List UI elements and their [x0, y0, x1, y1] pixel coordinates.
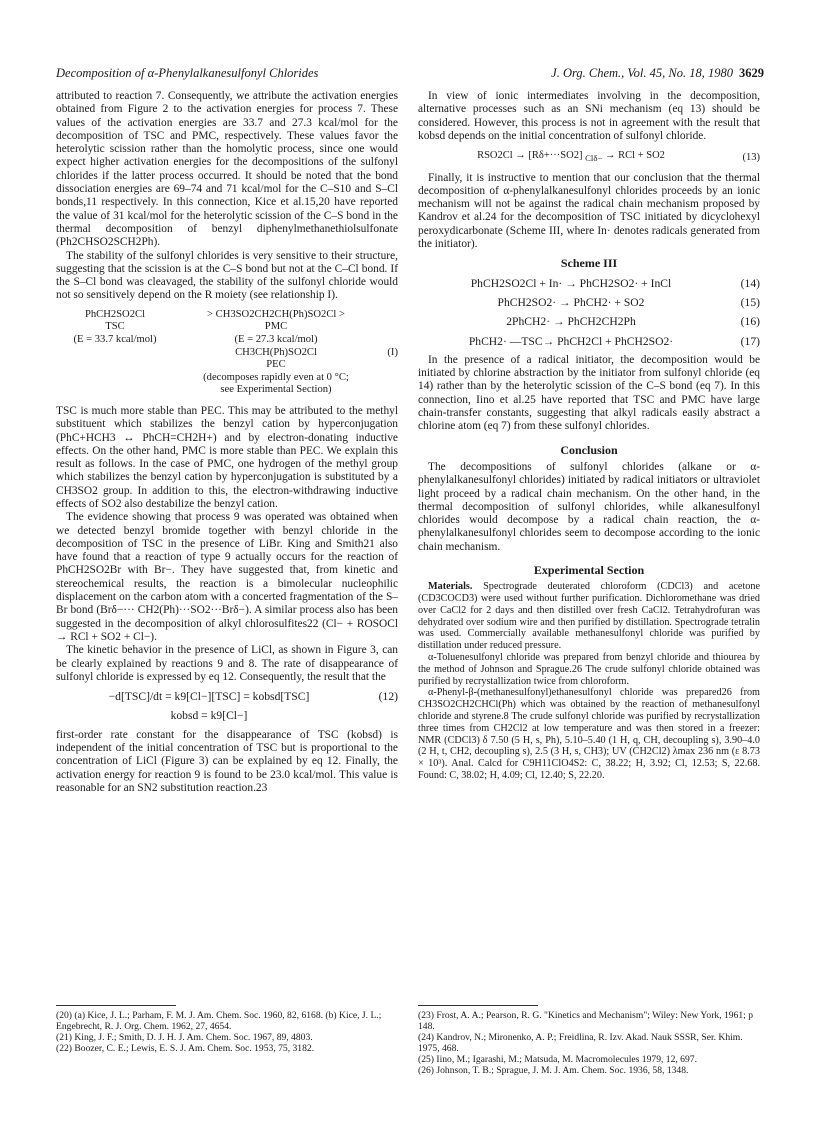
rel-cell: see Experimental Section): [220, 384, 332, 396]
paragraph: The kinetic behavior in the presence of LiCl, as shown in Figure 3, can be clearly explained by reactions 9 and 8. The rate of disappearance of sulfonyl chloride is expressed by eq 12. Consequently, the result that the: [56, 644, 398, 683]
equation-13: [418, 149, 760, 165]
equation-kobsd: [56, 709, 398, 722]
footnotes-right: [418, 1005, 760, 1076]
eq13-chloride: Clδ−: [585, 153, 603, 164]
equation-expression: −d[TSC]/dt = k9[Cl−][TSC] = kobsd[TSC]: [108, 690, 310, 704]
equation-15: [418, 296, 760, 309]
journal-citation: [551, 66, 764, 81]
footnote-rule: [56, 1005, 176, 1006]
reference: (23) Frost, A. A.; Pearson, R. G. "Kinetics and Mechanism"; Wiley: New York, 1961; p 148.: [418, 1010, 754, 1032]
section-title-conclusion: Conclusion: [560, 442, 618, 457]
reference: (25) Iino, M.; Igarashi, M.; Matsuda, M. Macromolecules 1979, 12, 697.: [418, 1054, 697, 1065]
rel-cell: (decomposes rapidly even at 0 °C;: [203, 371, 349, 383]
rel-cell: PEC: [266, 359, 286, 371]
eq13-products: RCl + SO2: [618, 150, 665, 162]
equation-expression: kobsd = k9[Cl−]: [170, 709, 248, 723]
arrow-icon: →: [515, 150, 529, 162]
rel-cell: CH3CH(Ph)SO2Cl: [235, 346, 317, 358]
reference: (21) King, J. F.; Smith, D. J. H. J. Am. Chem. Soc. 1967, 89, 4803.: [56, 1032, 313, 1043]
right-column: [418, 90, 760, 782]
eq13-intermediate: [Rδ+···SO2]: [528, 150, 583, 162]
experimental-text: [418, 581, 760, 782]
arrow-icon: →: [605, 150, 619, 162]
paragraph: TSC is much more stable than PEC. This may be attributed to the methyl substituent which stabilizes the benzyl cation by hyperconjugation (PhC+HCH3 ↔ PhCH=CH2H+) and by electron-donating inductive effects. On the other hand, PMC is more stable than PEC. We explain this result as follows. In the case of PMC, one hydrogen of the methyl group which stabilizes the benzyl cation by hyperconjugation is substituted by a CH3SO2 group. In addition to this, the electron-withdrawing inductive effects of SO2 also destabilize the benzyl cation.: [56, 404, 398, 510]
reference: (26) Johnson, T. B.; Sprague, J. M. J. Am. Chem. Soc. 1936, 58, 1348.: [418, 1065, 689, 1076]
equation-number: (13): [742, 151, 760, 163]
section-title-experimental: Experimental Section: [533, 563, 645, 577]
reference: (24) Kandrov, N.; Mironenko, A. P.; Freidlina, R. Izv. Akad. Nauk SSSR, Ser. Khim. 1975, 468.: [418, 1032, 743, 1054]
footnotes-left: [56, 1005, 398, 1054]
rel-cell: > CH3SO2CH2CH(Ph)SO2Cl >: [207, 308, 345, 320]
equation-number: (14): [740, 276, 760, 290]
equation-expression: PhCH2SO2· → PhCH2· + SO2: [497, 295, 645, 309]
rel-cell: PhCH2SO2Cl: [84, 308, 146, 320]
equation-number: (16): [740, 315, 760, 329]
equation-14: [418, 277, 760, 290]
left-column: [56, 90, 398, 795]
rel-cell: (E = 33.7 kcal/mol): [73, 333, 157, 345]
equation-16: [418, 315, 760, 328]
equation-number: (17): [740, 334, 760, 348]
runin-heading: Materials.: [428, 581, 473, 593]
running-header: [56, 66, 764, 82]
paragraph: first-order rate constant for the disappearance of TSC (kobsd) is independent of the initial concentration of TSC but is proportional to the concentration of LiCl (Figure 3) can be explained by eq 12. Finally, the activation energy for reaction 9 is found to be 23.0 kcal/mol. This value is reasonable for an SN2 substitution reaction.23: [56, 728, 398, 794]
equation-number: (15): [740, 295, 760, 309]
rel-cell: (E = 27.3 kcal/mol): [234, 333, 318, 345]
equation-number: (12): [378, 690, 398, 704]
scheme-title: Scheme III: [560, 256, 618, 271]
paragraph: The stability of the sulfonyl chlorides is very sensitive to their structure, suggesting that the scission is at the C–S bond but not at the C–Cl bond. If the S–Cl bond was cleavaged, the stability of the sulfonyl chloride would not so sensitively depend on the R moiety (see relationship I).: [56, 249, 398, 302]
journal-name: J. Org. Chem., Vol. 45, No. 18, 1980: [551, 66, 733, 80]
paragraph: α-Toluenesulfonyl chloride was prepared from benzyl chloride and thiourea by the method of Johnson and Sprague.26 The crude sulfonyl chloride obtained was purified by recrystallization twice from chloroform.: [418, 652, 760, 687]
paragraph: In view of ionic intermediates involving in the decomposition, alternative processes such as an SNi mechanism (eq 13) should be considered. However, this process is not in agreement with the result that kobsd depends on the initial concentration of sulfonyl chloride.: [418, 90, 760, 142]
equation-12: [56, 690, 398, 703]
footnote-rule: [418, 1005, 538, 1006]
paragraph: The evidence showing that process 9 was operated was obtained when we detected benzyl bromide together with benzyl chloride in the decomposition of TSC in the presence of LiBr. King and Smith21 also have found that a reaction of type 9 actually occurs for the reaction of PhCH2SO2Br with Br−. They have suggested that, from kinetic and stereochemical results, the reaction is a bimolecular nucleophilic displacement on the carbon atom with a concerted fragmentation of the S–Br bond (Brδ−··· CH2(Ph)···SO2···Brδ−). A similar process also has been suggested in the decomposition of alkyl chlorosulfites22 (Cl− + ROSOCl → RCl + SO2 + Cl−).: [56, 511, 398, 643]
equation-expression: PhCH2· —TSC→ PhCH2Cl + PhCH2SO2·: [468, 334, 674, 348]
rel-cell: TSC: [105, 321, 125, 333]
rel-label: (I): [387, 346, 398, 358]
rel-cell: PMC: [264, 321, 288, 333]
relationship-I: [56, 309, 398, 397]
paragraph: α-Phenyl-β-(methanesulfonyl)ethanesulfonyl chloride was prepared26 from CH3SO2CH2CHCl(Ph) which was obtained by the reaction of methanesulfonyl chloride and styrene.8 The crude sulfonyl chloride was purified by recrystallization three times from CH2Cl2 at low temperature and was then stored in a freezer: NMR (CDCl3) δ 7.50 (5 H, s, Ph), 5.10–5.40 (1 H, q, CH, decoupling s), 3.90–4.0 (2 H, t, CH2, decoupling s), 2.5 (3 H, s, CH3); UV (CH2Cl2) λmax 236 nm (ε 8.73 × 10³). Anal. Calcd for C9H11ClO4S2: C, 38.22; H, 3.92; Cl, 12.53; S, 22.68. Found: C, 38.02; H, 4.09; Cl, 12.40; S, 22.20.: [418, 687, 760, 782]
equation-expression: 2PhCH2· → PhCH2CH2Ph: [506, 315, 636, 329]
eq13-reactant: RSO2Cl: [477, 150, 513, 162]
paragraph-text: Spectrograde deuterated chloroform (CDCl3) and acetone (CD3COCD3) were used without further purification. Dichloromethane was dried over CaCl2 for 2 days and then distilled over fresh CaCl2. Tetrahydrofuran was dehydrated over sodium wire and then purified by distillation. Spectrograde tetralin was used. Commercially available methanesulfonyl chloride was purified by distillation under reduced pressure.: [418, 581, 760, 652]
paragraph: Finally, it is instructive to mention that our conclusion that the thermal decomposition of α-phenylalkanesulfonyl chlorides proceeds by an ionic mechanism will not be against the radical chain mechanism proposed by Kandrov et al.24 for the decomposition of TSC initiated by dicyclohexyl peroxydicarbonate (Scheme III, where In· denotes radicals generated from the initiator).: [418, 171, 760, 251]
equation-17: [418, 335, 760, 348]
running-title: Decomposition of α-Phenylalkanesulfonyl Chlorides: [56, 66, 319, 80]
page-number: 3629: [739, 66, 764, 80]
reference: (20) (a) Kice, J. L.; Parham, F. M. J. Am. Chem. Soc. 1960, 82, 6168. (b) Kice, J. L.; Engebrecht, R. J. Org. Chem. 1962, 27, 4654.: [56, 1010, 382, 1032]
paragraph: attributed to reaction 7. Consequently, we attribute the activation energies obtained from Figure 2 to the activation energies for process 7. These values of the activation energies are 33.7 and 27.3 kcal/mol for the decomposition of TSC and PMC, respectively. These values favor the heterolytic scission rather than the homolytic process, since one would expect higher activation energies for the decompositions of the sulfonyl chlorides if the latter process occurred. It should be noted that the bond dissociation energies are 69–74 and 71 kcal/mol for the C–S10 and S–Cl bonds,11 respectively. In this connection, Kice et al.15,20 have reported the value of 31 kcal/mol for the heterolytic scission of the C–S bond in the thermal decomposition of benzyl diphenylmethanethiolsulfonate (Ph2CHSO2SCH2Ph).: [56, 90, 398, 249]
paragraph: In the presence of a radical initiator, the decomposition would be initiated by chlorine abstraction by the initiator from sulfonyl chloride (eq 14) rather than by the heterolytic scission of the C–S bond (eq 7). In this connection, Iino et al.25 have reported that TSC and PMC have large chain-transfer constants, suggesting that alkyl radicals easily abstract a chlorine atom (eq 7) from these sulfonyl chlorides.: [418, 353, 760, 433]
paragraph: The decompositions of sulfonyl chlorides (alkane or α-phenylalkanesulfonyl chlorides) initiated by radical initiators or ultraviolet light proceed by a radical chain mechanism. On the other hand, in the thermal decomposition of sulfonyl chlorides, while alkanesulfonyl chlorides would decompose by a radical chain reaction, the α-phenylalkanesulfonyl chlorides seem to decompose according to the ionic chain mechanism.: [418, 460, 760, 553]
equation-13-scheme: [418, 149, 724, 165]
equation-expression: PhCH2SO2Cl + In· → PhCH2SO2· + InCl: [470, 276, 672, 290]
reference: (22) Boozer, C. E.; Lewis, E. S. J. Am. Chem. Soc. 1953, 75, 3182.: [56, 1043, 315, 1054]
paragraph: [418, 581, 760, 652]
